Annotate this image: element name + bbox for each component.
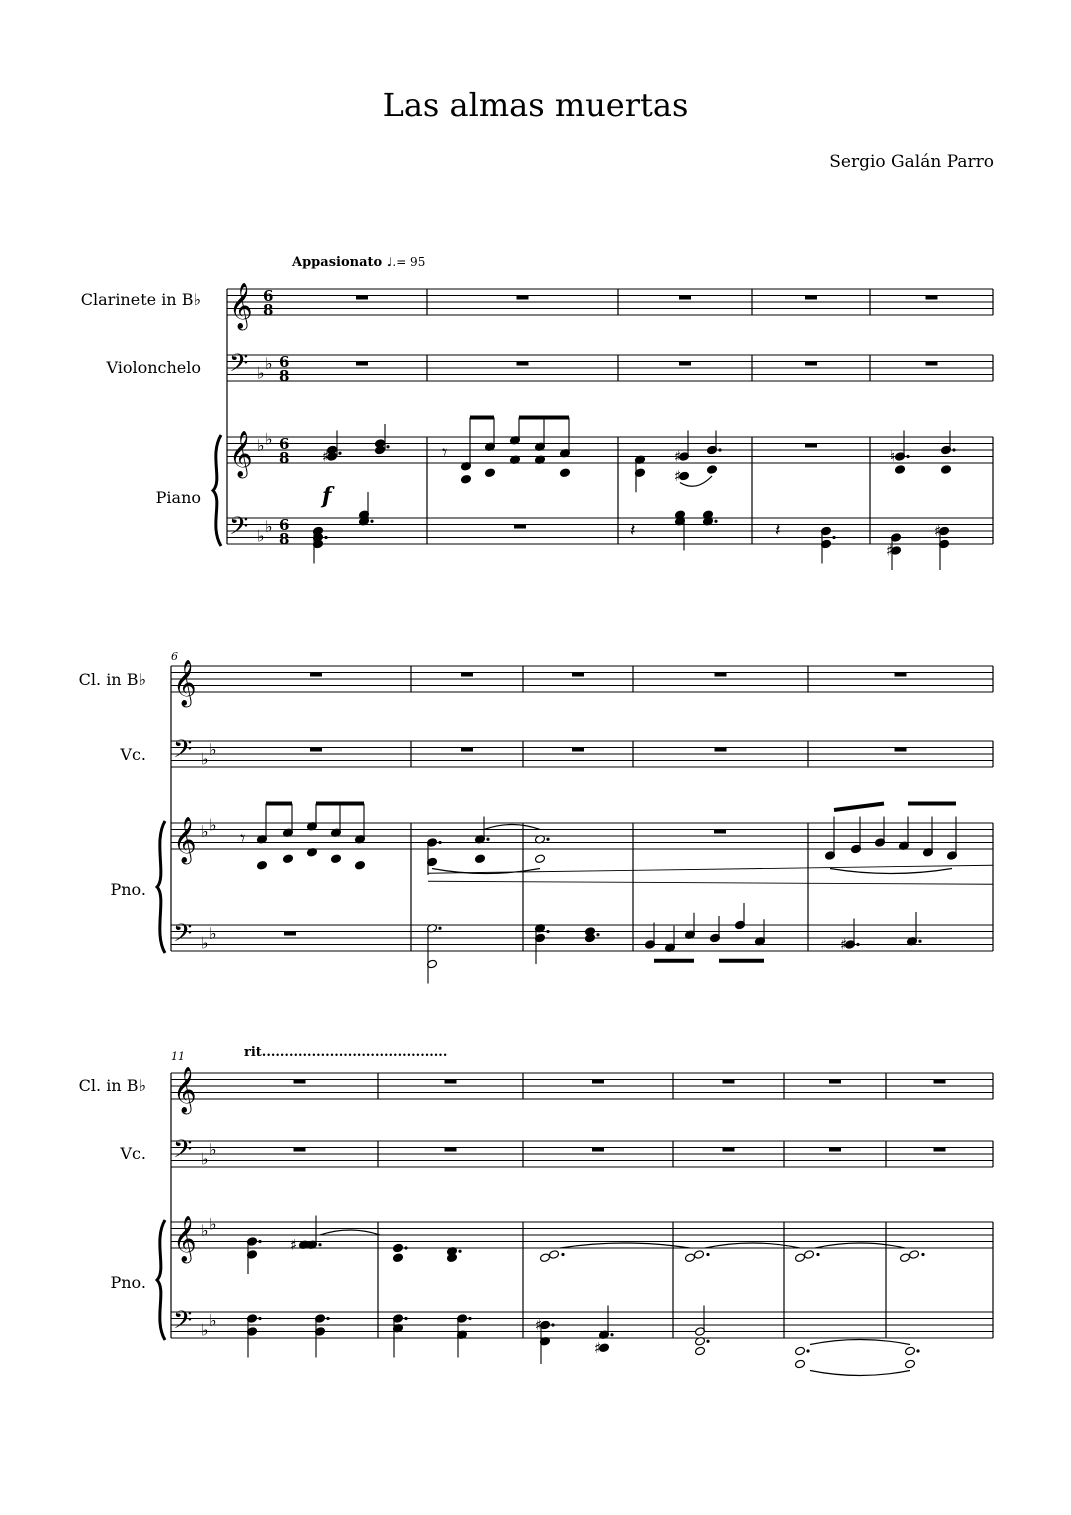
- label-clarinet-short: Cl. in B♭: [78, 670, 146, 689]
- flat-sign: ♭: [257, 526, 265, 546]
- flat-sign: ♭: [265, 429, 273, 449]
- notehead: [895, 465, 906, 475]
- whole-rest: [592, 1080, 604, 1084]
- whole-rest: [356, 362, 368, 366]
- whole-rest: [926, 362, 938, 366]
- augmentation-dot: [706, 1340, 709, 1343]
- whole-rest: [679, 362, 691, 366]
- augmentation-dot: [561, 1253, 564, 1256]
- notehead: [535, 854, 546, 864]
- augmentation-dot: [952, 448, 955, 451]
- hairpin-lower: [428, 881, 993, 884]
- whole-rest: [934, 1080, 946, 1084]
- notehead: [707, 465, 718, 475]
- slur: [815, 1243, 905, 1248]
- whole-rest: [572, 673, 584, 677]
- notehead: [257, 860, 268, 870]
- notehead: [355, 860, 366, 870]
- flat-sign: ♭: [201, 1221, 209, 1240]
- notehead: [695, 1346, 706, 1356]
- measure-number-11: 11: [171, 1050, 185, 1063]
- whole-rest: [356, 296, 368, 300]
- whole-rest: [445, 1148, 457, 1152]
- time-sig-bottom: 8: [279, 367, 290, 385]
- label-piano-short: Pno.: [110, 880, 146, 899]
- slur: [320, 1230, 380, 1235]
- label-piano-short-3: Pno.: [110, 1273, 146, 1292]
- flat-sign: ♭: [209, 815, 217, 835]
- flat-sign: ♭: [209, 1139, 217, 1159]
- whole-rest: [517, 362, 529, 366]
- piano-brace: [157, 1220, 165, 1340]
- slur: [560, 1243, 690, 1248]
- augmentation-dot: [338, 452, 341, 455]
- whole-rest: [284, 932, 296, 936]
- flat-sign: ♭: [209, 1214, 217, 1234]
- label-clarinet-short-3: Cl. in B♭: [78, 1076, 146, 1095]
- notehead: [804, 1250, 815, 1260]
- sharp-sign: ♯: [886, 541, 894, 560]
- time-sig-top: 6: [279, 353, 290, 371]
- flat-sign: ♭: [201, 822, 209, 841]
- notehead: [694, 1250, 705, 1260]
- notehead: [905, 1359, 916, 1369]
- whole-rest: [294, 1148, 306, 1152]
- notehead: [905, 1346, 916, 1356]
- augmentation-dot: [714, 520, 717, 523]
- whole-rest: [572, 748, 584, 752]
- whole-rest: [517, 296, 529, 300]
- flat-sign: ♭: [209, 739, 217, 759]
- notehead: [475, 854, 486, 864]
- augmentation-dot: [806, 1349, 809, 1352]
- time-sig-bottom: 8: [279, 449, 290, 467]
- bass-clef: 𝄢: [173, 735, 193, 770]
- composer: Sergio Galán Parro: [829, 152, 994, 172]
- notehead: [393, 1243, 404, 1253]
- augmentation-dot: [546, 838, 549, 841]
- augmentation-dot: [918, 940, 921, 943]
- slur: [810, 1340, 910, 1345]
- whole-rest: [805, 444, 817, 448]
- treble-clef: 𝄞: [173, 1067, 197, 1113]
- whole-rest: [926, 296, 938, 300]
- sharp-sign: ♯: [934, 522, 942, 540]
- label-cello-short: Vc.: [120, 745, 146, 764]
- augmentation-dot: [324, 536, 327, 539]
- sharp-sign: ♯: [290, 1235, 298, 1254]
- notehead: [549, 1250, 560, 1260]
- flat-sign: ♭: [257, 363, 265, 383]
- flat-sign: ♭: [209, 1310, 217, 1330]
- treble-clef: 𝄞: [173, 1216, 197, 1262]
- augmentation-dot: [856, 943, 859, 946]
- bass-clef: 𝄢: [173, 1135, 193, 1170]
- whole-rest: [310, 673, 322, 677]
- whole-rest: [723, 1148, 735, 1152]
- notehead: [900, 1253, 911, 1263]
- beam: [834, 804, 884, 811]
- whole-rest: [895, 673, 907, 677]
- augmentation-dot: [610, 1333, 613, 1336]
- notehead: [461, 474, 472, 484]
- dynamic-forte: f: [322, 483, 332, 509]
- notehead: [283, 854, 294, 864]
- eighth-rest: 𝄾: [240, 826, 246, 850]
- augmentation-dot: [546, 930, 549, 933]
- augmentation-dot: [486, 838, 489, 841]
- augmentation-dot: [916, 1349, 919, 1352]
- bass-clef: 𝄢: [173, 1306, 193, 1341]
- treble-clef: 𝄞: [229, 283, 253, 329]
- augmentation-dot: [438, 927, 441, 930]
- time-sig-bottom: 8: [279, 530, 290, 548]
- augmentation-dot: [458, 1250, 461, 1253]
- augmentation-dot: [258, 1240, 261, 1243]
- notehead: [393, 1253, 404, 1263]
- whole-rest: [445, 1080, 457, 1084]
- whole-rest: [294, 1080, 306, 1084]
- whole-rest: [829, 1148, 841, 1152]
- flat-sign: ♭: [201, 1320, 209, 1340]
- sharp-sign: ♯: [322, 447, 330, 466]
- augmentation-dot: [718, 448, 721, 451]
- whole-rest: [715, 748, 727, 752]
- treble-clef: 𝄞: [173, 660, 197, 706]
- flat-sign: ♭: [201, 749, 209, 769]
- whole-rest: [461, 748, 473, 752]
- quarter-rest: 𝄽: [775, 520, 781, 541]
- augmentation-dot: [404, 1246, 407, 1249]
- augmentation-dot: [832, 536, 835, 539]
- augmentation-dot: [386, 445, 389, 448]
- sharp-sign: ♯: [840, 935, 848, 954]
- whole-rest: [805, 362, 817, 366]
- natural-sign: ♮: [890, 447, 896, 466]
- piano-brace: [157, 821, 165, 953]
- slur: [484, 825, 540, 830]
- whole-rest: [715, 673, 727, 677]
- notehead: [909, 1250, 920, 1260]
- label-clarinet: Clarinete in B♭: [80, 290, 201, 309]
- bass-clef: 𝄢: [173, 919, 193, 954]
- ritardando-marking: rit.........................................: [244, 1045, 448, 1060]
- flat-sign: ♭: [265, 353, 273, 373]
- notehead: [560, 468, 571, 478]
- whole-rest: [461, 673, 473, 677]
- flat-sign: ♭: [257, 436, 265, 455]
- time-sig-top: 6: [279, 516, 290, 534]
- bass-clef: 𝄢: [229, 512, 249, 547]
- slur: [705, 1243, 800, 1248]
- augmentation-dot: [318, 1243, 321, 1246]
- whole-rest: [514, 525, 526, 529]
- whole-rest: [679, 296, 691, 300]
- notehead: [795, 1253, 806, 1263]
- sharp-sign: ♯: [674, 447, 682, 466]
- time-sig-bottom: 8: [263, 301, 274, 319]
- augmentation-dot: [468, 1317, 471, 1320]
- augmentation-dot: [596, 933, 599, 936]
- label-cello: Violonchelo: [106, 358, 201, 377]
- whole-rest: [723, 1080, 735, 1084]
- label-cello-short-3: Vc.: [120, 1144, 146, 1163]
- label-piano: Piano: [155, 488, 201, 507]
- augmentation-dot: [404, 1317, 407, 1320]
- augmentation-dot: [438, 841, 441, 844]
- slur: [810, 1371, 910, 1376]
- notehead: [795, 1346, 806, 1356]
- sharp-sign: ♯: [535, 1316, 543, 1334]
- flat-sign: ♭: [265, 516, 273, 536]
- whole-rest: [895, 748, 907, 752]
- whole-rest: [805, 296, 817, 300]
- measure-number-6: 6: [171, 650, 178, 663]
- whole-rest: [714, 830, 726, 834]
- augmentation-dot: [921, 1253, 924, 1256]
- metronome-mark: ♩.= 95: [386, 255, 426, 269]
- notehead: [685, 1253, 696, 1263]
- augmentation-dot: [706, 1253, 709, 1256]
- notehead: [941, 465, 952, 475]
- treble-clef: 𝄞: [173, 817, 197, 863]
- notehead: [485, 468, 496, 478]
- quarter-rest: 𝄽: [630, 520, 636, 541]
- notehead: [540, 1253, 551, 1263]
- bass-clef: 𝄢: [229, 349, 249, 384]
- score-title: Las almas muertas: [382, 86, 689, 124]
- sharp-sign: ♯: [594, 1338, 602, 1357]
- flat-sign: ♭: [209, 923, 217, 943]
- whole-rest: [592, 1148, 604, 1152]
- notehead: [331, 854, 342, 864]
- augmentation-dot: [370, 520, 373, 523]
- whole-rest: [310, 748, 322, 752]
- piano-brace: [213, 435, 221, 546]
- time-sig-top: 6: [279, 435, 290, 453]
- treble-clef: 𝄞: [229, 431, 253, 477]
- slur: [830, 869, 952, 874]
- augmentation-dot: [326, 1317, 329, 1320]
- whole-rest: [829, 1080, 841, 1084]
- whole-rest: [934, 1148, 946, 1152]
- augmentation-dot: [258, 1317, 261, 1320]
- sharp-sign: ♯: [674, 467, 682, 485]
- augmentation-dot: [906, 455, 909, 458]
- eighth-rest: 𝄾: [442, 440, 448, 464]
- augmentation-dot: [816, 1253, 819, 1256]
- tempo-text: Appasionato: [292, 255, 383, 270]
- flat-sign: ♭: [201, 1149, 209, 1169]
- hairpin-upper: [428, 865, 993, 873]
- time-sig-top: 6: [263, 287, 274, 305]
- notehead: [795, 1359, 806, 1369]
- flat-sign: ♭: [201, 933, 209, 953]
- augmentation-dot: [551, 1323, 554, 1326]
